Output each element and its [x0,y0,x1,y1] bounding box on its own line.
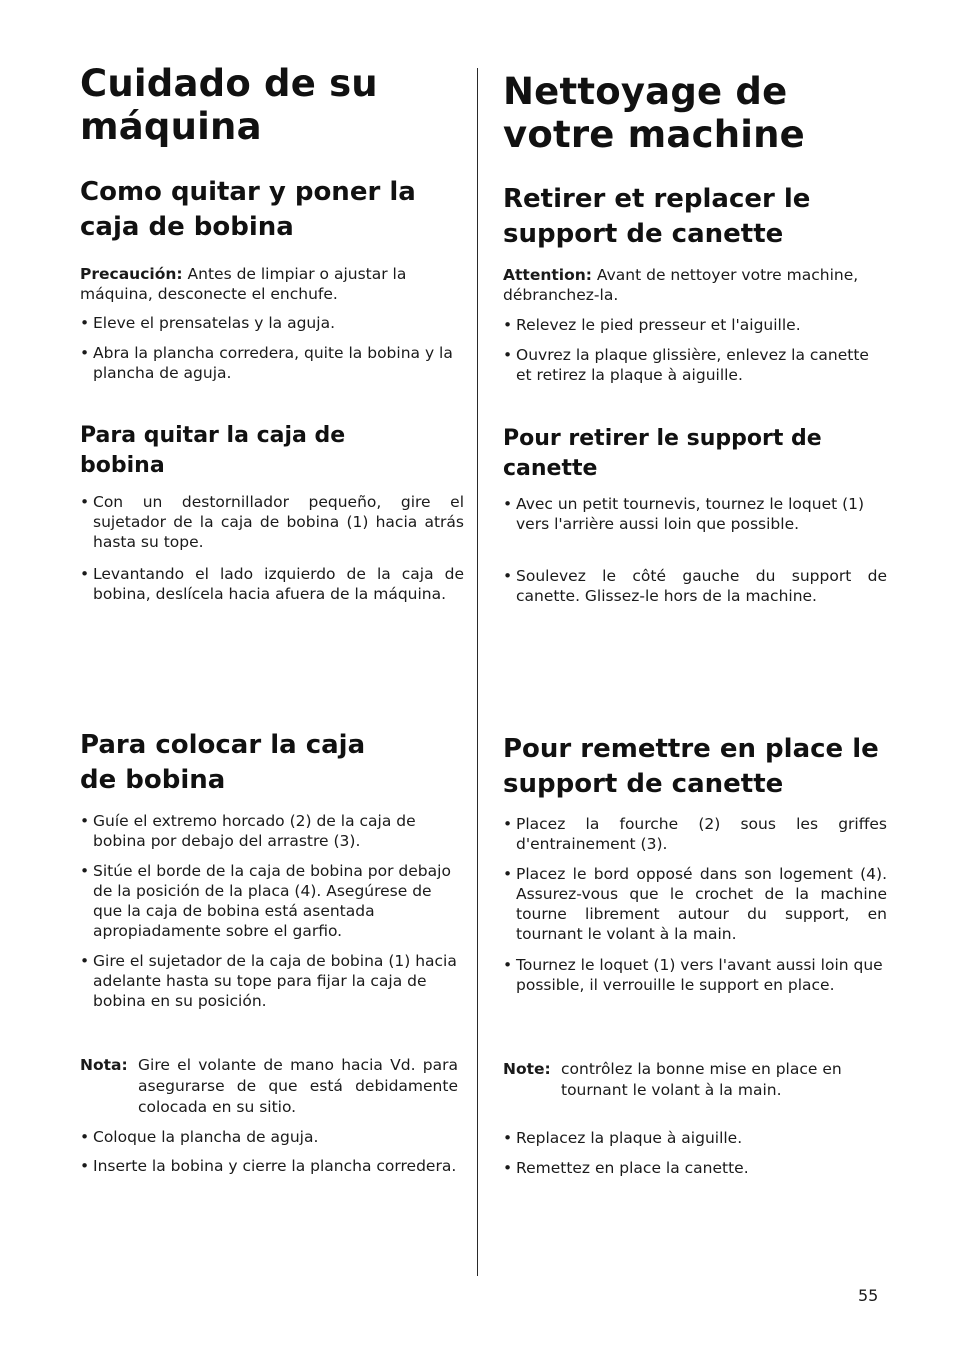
bullet-icon: • [80,314,90,332]
page-title-es: Cuidado de su máquina [80,62,378,148]
bullet-icon: • [503,1129,513,1147]
list-item: • Inserte la bobina y cierre la plancha corredera. [80,1157,457,1175]
bullet-icon: • [503,865,513,883]
bullet-icon: • [80,344,90,362]
note-fr [503,1059,887,1101]
list-item: • Relevez le pied presseur et l'aiguille. [503,316,801,334]
bullet-icon: • [80,862,90,880]
list-item: • Replacez la plaque à aiguille. [503,1129,743,1147]
bullet-icon: • [503,1159,513,1177]
precaution-text-fr: Avant de nettoyer votre machine, débranchez-la. [503,266,859,304]
bullet-icon: • [80,1128,90,1146]
section-subtitle-es: Como quitar y poner la caja de bobina [80,177,416,242]
bullet-icon: • [80,493,90,511]
list-item: • Remettez en place la canette. [503,1159,749,1177]
note-text-es: Gire el volante de mano hacia Vd. para asegurarse de que está debidamente colocada en su sitio. [138,1056,458,1116]
note-text-fr: contrôlez la bonne mise en place en tournant le volant à la main. [561,1060,842,1099]
list-item: • Sitúe el borde de la caja de bobina por debajo de la posición de la placa (4). Asegúrese de que la caja de bobina está asentada apropiadamente sobre el garfio. [80,862,451,940]
bullet-icon: • [80,952,90,970]
place-heading-fr: Pour remettre en place le support de canette [503,734,879,799]
page-title-fr: Nettoyage de votre machine [503,70,805,156]
bullet-icon: • [503,956,513,974]
list-item: • Placez le bord opposé dans son logement (4). Assurez-vous que le crochet de la machine tourne librement autour du support, en tournant le volant à la main. [503,865,887,943]
bullet-icon: • [80,812,90,830]
bullet-icon: • [80,1157,90,1175]
note-es [80,1055,458,1118]
list-item: • Gire el sujetador de la caja de bobina (1) hacia adelante hasta su tope para fijar la caja de bobina en su posición. [80,952,457,1010]
list-item: • Ouvrez la plaque glissière, enlevez la canette et retirez la plaque à aiguille. [503,346,869,384]
precaution-label-es: Precaución: [80,265,183,283]
bullet-icon: • [503,815,513,833]
bullet-icon: • [503,346,513,364]
list-item: • Eleve el prensatelas y la aguja. [80,314,335,332]
bullet-icon: • [503,316,513,334]
bullet-icon: • [503,495,513,513]
precaution-fr [503,265,887,305]
list-item: • Con un destornillador pequeño, gire el sujetador de la caja de bobina (1) hacia atrás hasta su tope. [80,493,464,551]
remove-heading-es: Para quitar la caja de bobina [80,423,346,478]
bullet-icon: • [80,565,90,583]
note-label-fr: Note: [503,1060,551,1078]
place-heading-es: Para colocar la caja de bobina [80,730,366,795]
precaution-es [80,264,464,304]
precaution-label-fr: Attention: [503,266,592,284]
remove-heading-fr: Pour retirer le support de canette [503,426,822,481]
precaution-text-es: Antes de limpiar o ajustar la máquina, desconecte el enchufe. [80,265,407,303]
note-label-es: Nota: [80,1056,128,1074]
list-item: • Coloque la plancha de aguja. [80,1128,319,1146]
list-item: • Guíe el extremo horcado (2) de la caja de bobina por debajo del arrastre (3). [80,812,416,850]
bullet-icon: • [503,567,513,585]
section-subtitle-fr: Retirer et replacer le support de canette [503,184,811,249]
list-item: • Placez la fourche (2) sous les griffes d'entrainement (3). [503,815,887,853]
list-item: • Tournez le loquet (1) vers l'avant aussi loin que possible, il verrouille le support en place. [503,956,883,994]
column-divider [477,68,478,1276]
list-item: • Abra la plancha corredera, quite la bobina y la plancha de aguja. [80,344,453,382]
list-item: • Soulevez le côté gauche du support de canette. Glissez-le hors de la machine. [503,567,887,605]
list-item: • Levantando el lado izquierdo de la caja de bobina, deslícela hacia afuera de la máquina. [80,565,464,603]
list-item: • Avec un petit tournevis, tournez le loquet (1) vers l'arrière aussi loin que possible. [503,495,865,533]
page-number: 55 [858,1286,879,1305]
